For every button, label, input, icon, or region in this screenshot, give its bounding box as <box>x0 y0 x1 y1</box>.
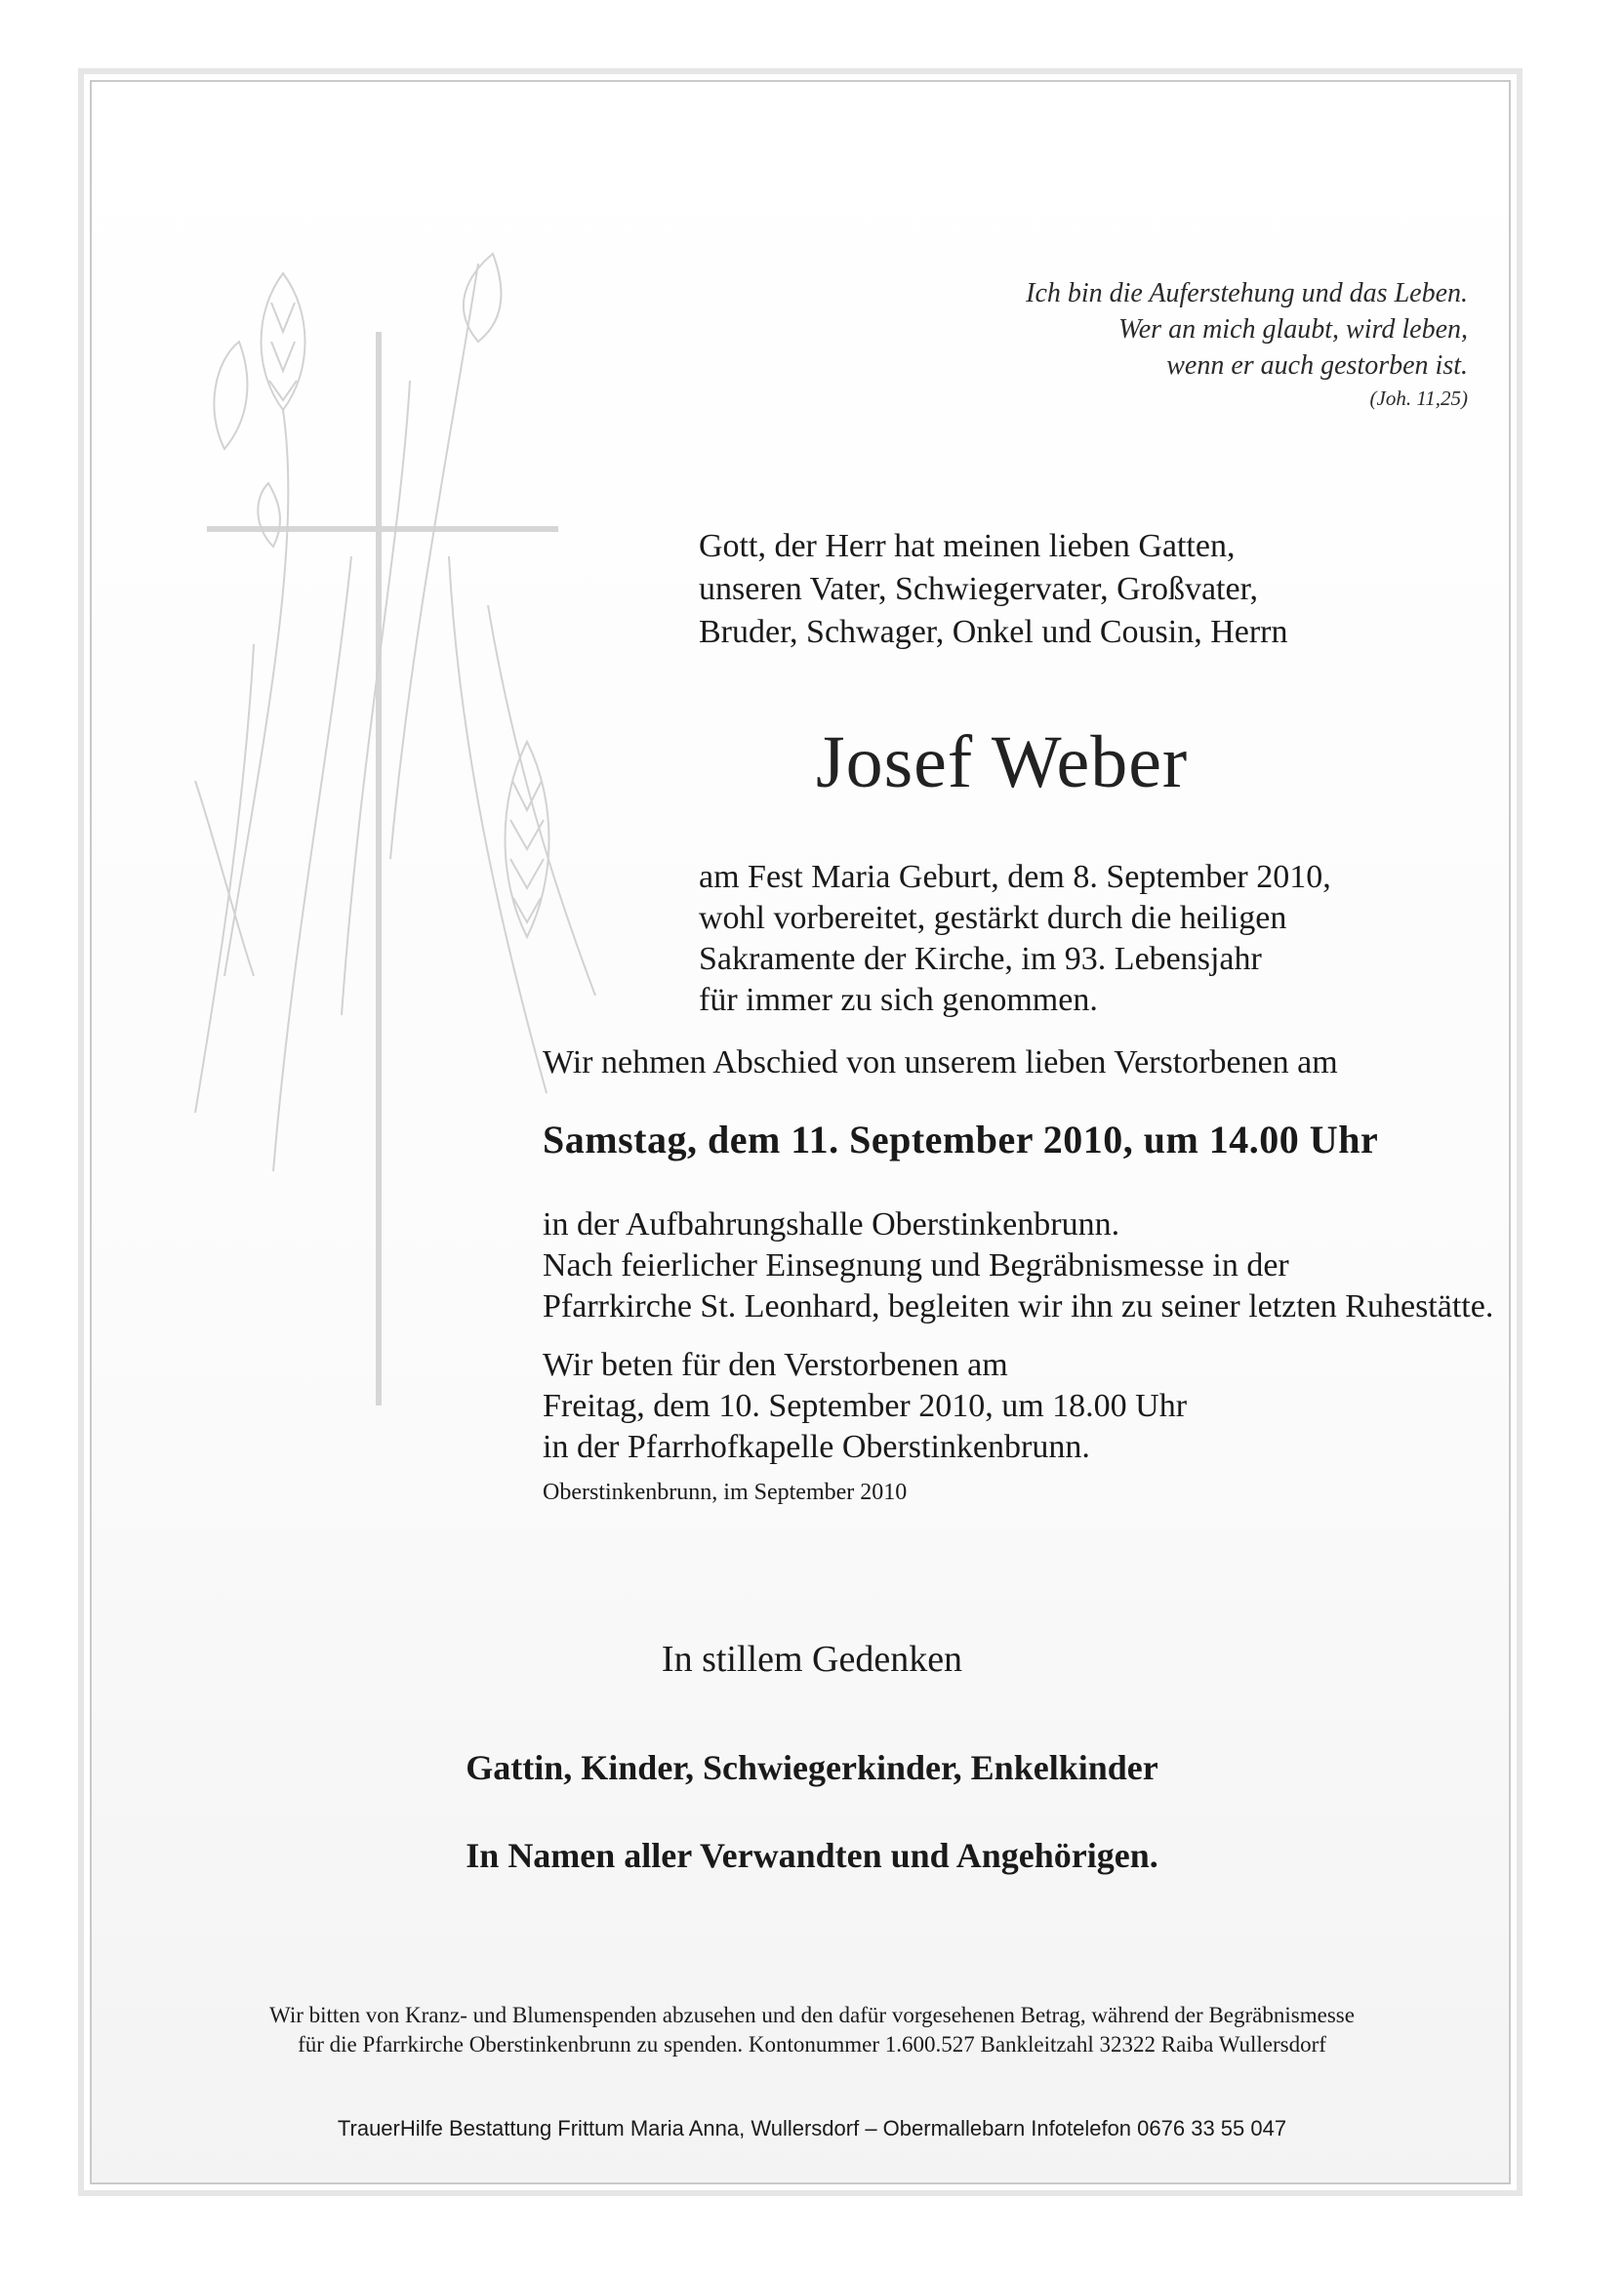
intro-line: Bruder, Schwager, Onkel und Cousin, Herrn <box>699 614 1288 650</box>
prayer-line: in der Pfarrhofkapelle Oberstinkenbrunn. <box>543 1429 1090 1465</box>
funeral-place <box>543 1204 1493 1327</box>
in-memory-heading: In stillem Gedenken <box>661 1639 963 1680</box>
intro-line: Gott, der Herr hat meinen lieben Gatten, <box>699 528 1236 564</box>
donation-note <box>0 2001 1624 2059</box>
donation-line: Wir bitten von Kranz- und Blumenspenden abzusehen und den dafür vorgesehenen Betrag, während der Begräbnismesse <box>269 2003 1355 2027</box>
farewell-text: Wir nehmen Abschied von unserem lieben Verstorbenen am <box>543 1044 1338 1080</box>
intro-line: unseren Vater, Schwiegervater, Großvater, <box>699 571 1259 607</box>
quote-line: wenn er auch gestorben ist. <box>1166 350 1468 381</box>
prayer-line: Wir beten für den Verstorbenen am <box>543 1347 1008 1383</box>
death-text <box>699 857 1331 1021</box>
death-line: wohl vorbereitet, gestärkt durch die heiligen <box>699 900 1287 936</box>
family-signature: Gattin, Kinder, Schwiegerkinder, Enkelkinder <box>466 1748 1158 1787</box>
bible-quote <box>1026 275 1468 413</box>
death-line: Sakramente der Kirche, im 93. Lebensjahr <box>699 941 1262 977</box>
relatives-signature: In Namen aller Verwandten und Angehörigen. <box>466 1836 1158 1875</box>
donation-line: für die Pfarrkirche Oberstinkenbrunn zu spenden. Kontonummer 1.600.527 Bankleitzahl 32322 Raiba Wullersdorf <box>298 2032 1326 2057</box>
place-line: in der Aufbahrungshalle Oberstinkenbrunn. <box>543 1206 1120 1243</box>
funeral-date: Samstag, dem 11. September 2010, um 14.00 Uhr <box>543 1118 1379 1161</box>
prayer-text <box>543 1345 1187 1468</box>
deceased-name: Josef Weber <box>816 721 1189 803</box>
death-line: am Fest Maria Geburt, dem 8. September 2010, <box>699 859 1331 895</box>
place-line: Nach feierlicher Einsegnung und Begräbnismesse in der <box>543 1247 1289 1284</box>
quote-line: Wer an mich glaubt, wird leben, <box>1117 314 1468 345</box>
undertaker-footer: TrauerHilfe Bestattung Frittum Maria Anna, Wullersdorf – Obermallebarn Infotelefon 0676 33 55 047 <box>337 2116 1287 2140</box>
location-date: Oberstinkenbrunn, im September 2010 <box>543 1480 908 1505</box>
intro-text <box>699 525 1287 654</box>
prayer-line: Freitag, dem 10. September 2010, um 18.00 Uhr <box>543 1388 1188 1424</box>
death-line: für immer zu sich genommen. <box>699 982 1098 1018</box>
quote-line: Ich bin die Auferstehung und das Leben. <box>1026 278 1468 308</box>
quote-reference: (Joh. 11,25) <box>1369 387 1468 410</box>
place-line: Pfarrkirche St. Leonhard, begleiten wir ihn zu seiner letzten Ruhestätte. <box>543 1288 1494 1324</box>
